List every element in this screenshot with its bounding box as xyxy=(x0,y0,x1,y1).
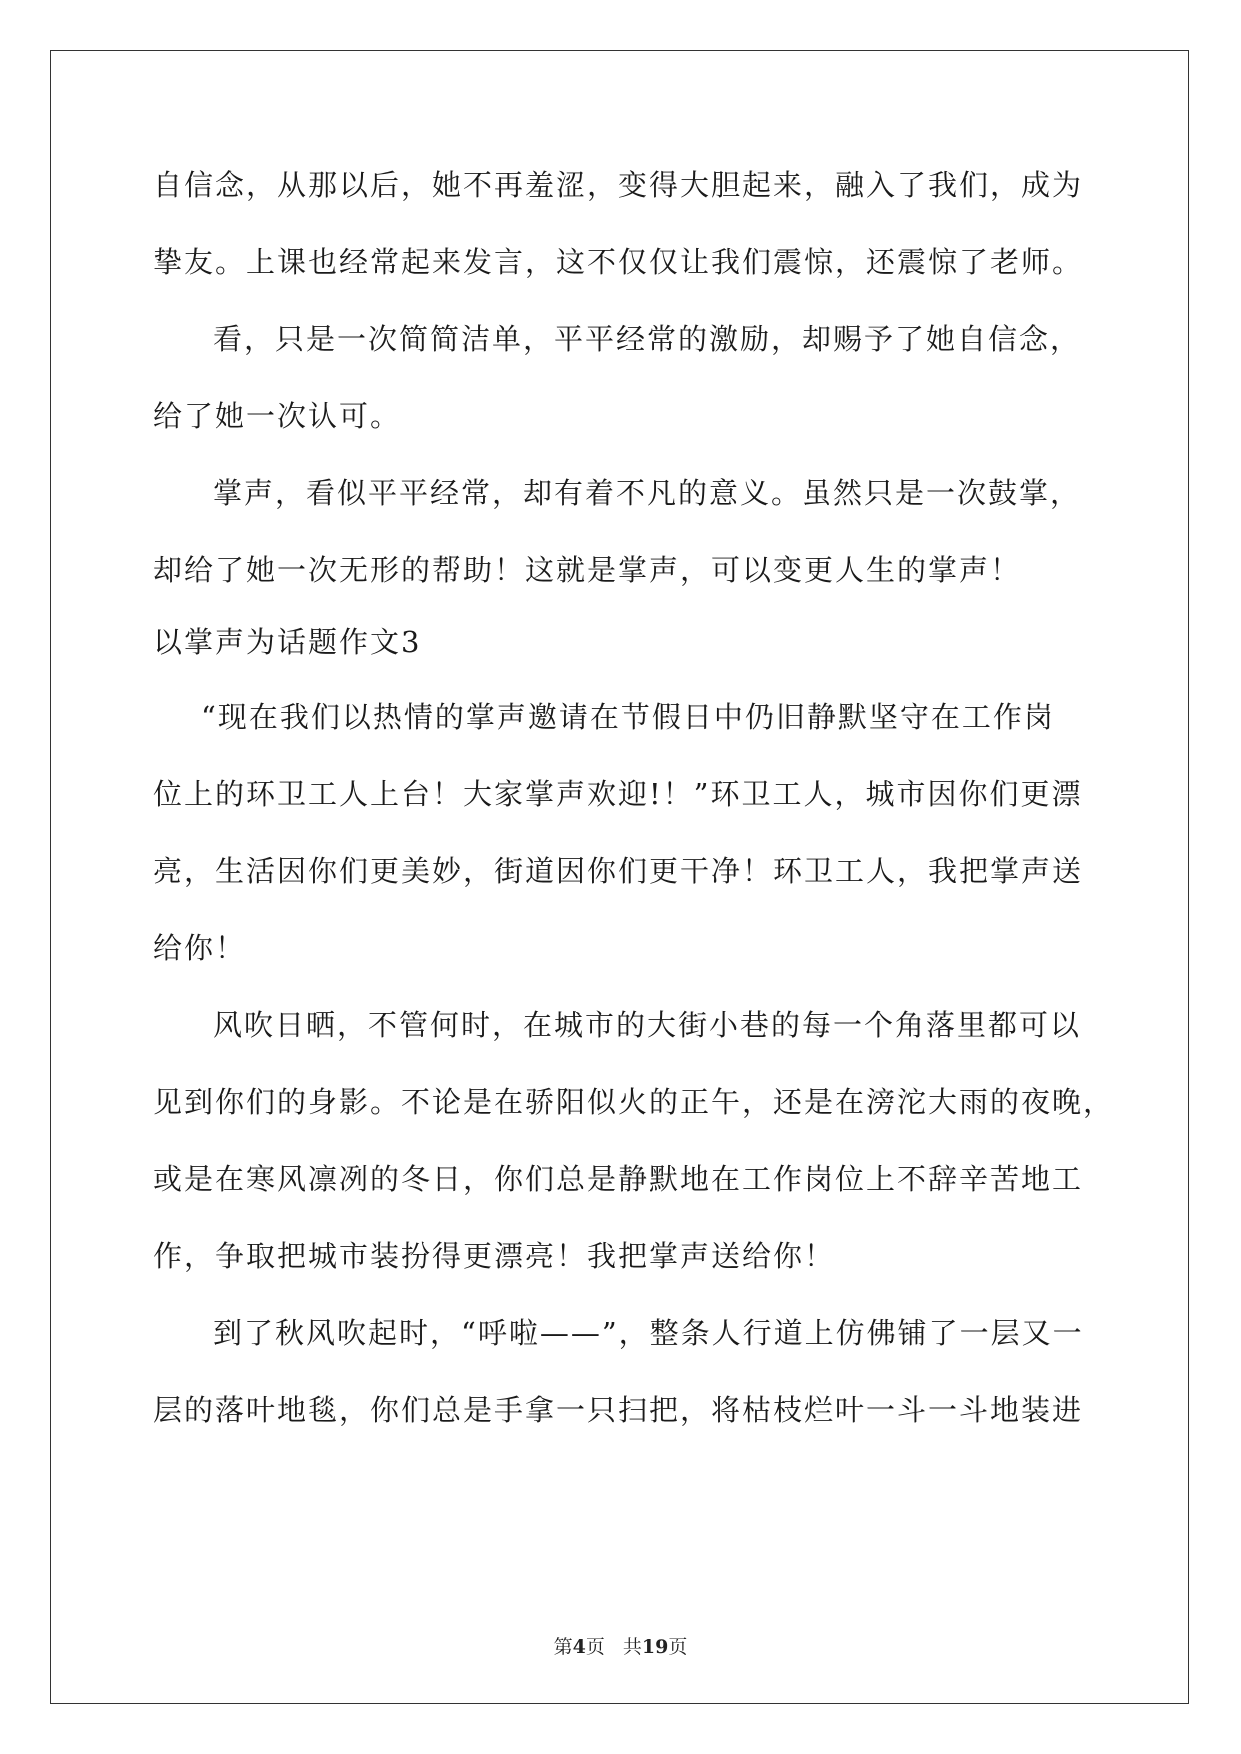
text-line: 却给了她一次无形的帮助！这就是掌声，可以变更人生的掌声！ xyxy=(153,553,1022,587)
text-line: 给你！ xyxy=(153,931,247,965)
text-line: 位上的环卫工人上台！大家掌声欢迎!！”环卫工人，城市因你们更漂 xyxy=(153,777,1083,811)
page-footer xyxy=(0,1632,1241,1659)
text-line: 掌声，看似平平经常，却有着不凡的意义。虽然只是一次鼓掌， xyxy=(213,476,1082,510)
text-line: 到了秋风吹起时，“呼啦——”，整条人行道上仿佛铺了一层又一 xyxy=(213,1316,1084,1350)
section-heading: 以掌声为话题作文3 xyxy=(153,625,422,659)
current-page-number: 4 xyxy=(572,1636,586,1658)
total-page-count: 19 xyxy=(641,1636,669,1658)
footer-total-suffix: 页 xyxy=(668,1636,688,1658)
footer-page-suffix: 页 xyxy=(585,1636,605,1658)
text-line: 挚友。上课也经常起来发言，这不仅仅让我们震惊，还震惊了老师。 xyxy=(153,245,1084,279)
text-line: 给了她一次认可。 xyxy=(153,399,402,433)
footer-total-prefix: 共 xyxy=(622,1636,642,1658)
text-line: 看，只是一次简简洁单，平平经常的激励，却赐予了她自信念， xyxy=(213,322,1082,356)
text-line: 风吹日晒，不管何时，在城市的大街小巷的每一个角落里都可以 xyxy=(213,1008,1082,1042)
text-line: 自信念，从那以后，她不再羞涩，变得大胆起来，融入了我们，成为 xyxy=(153,168,1084,202)
text-line: “现在我们以热情的掌声邀请在节假日中仍旧静默坚守在工作岗 xyxy=(201,700,1055,734)
text-line: 层的落叶地毯，你们总是手拿一只扫把，将枯枝烂叶一斗一斗地装进 xyxy=(153,1393,1084,1427)
text-line: 见到你们的身影。不论是在骄阳似火的正午，还是在滂沱大雨的夜晚， xyxy=(153,1085,1115,1119)
document-body xyxy=(153,165,1115,1467)
footer-prefix: 第 xyxy=(553,1636,573,1658)
text-line: 或是在寒风凛冽的冬日，你们总是静默地在工作岗位上不辞辛苦地工 xyxy=(153,1162,1084,1196)
text-line: 作，争取把城市装扮得更漂亮！我把掌声送给你！ xyxy=(153,1239,836,1273)
text-line: 亮，生活因你们更美妙，街道因你们更干净！环卫工人，我把掌声送 xyxy=(153,854,1084,888)
